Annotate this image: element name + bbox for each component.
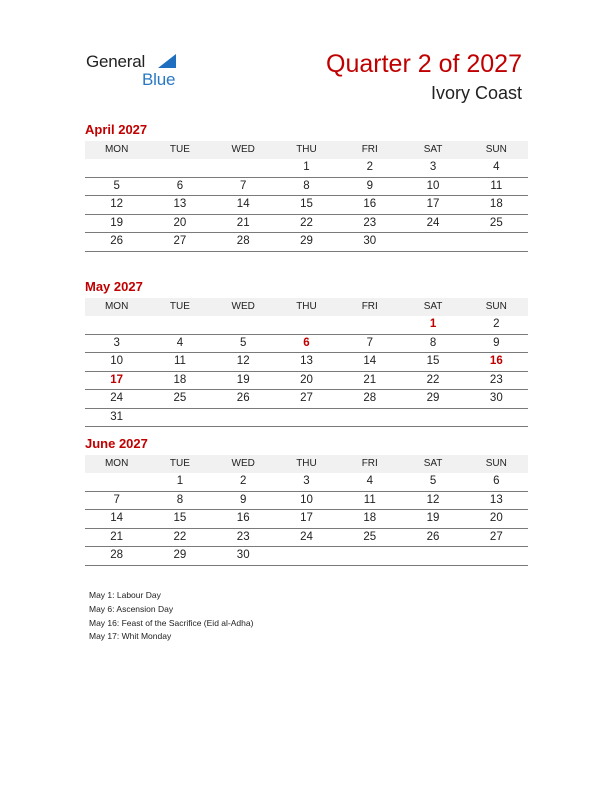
week-row xyxy=(85,335,528,354)
day-cell: 20 xyxy=(173,216,187,229)
day-cell: 13 xyxy=(300,355,313,367)
day-cell: 14 xyxy=(363,355,377,367)
day-cell: 25 xyxy=(363,530,377,543)
empty-day-cell xyxy=(401,409,464,427)
day-cell: 26 xyxy=(110,235,124,247)
day-cell: 17 xyxy=(426,198,440,210)
week-row xyxy=(85,492,528,511)
day-cell: 18 xyxy=(489,198,503,210)
day-cell: 26 xyxy=(236,392,250,404)
weekday-header-row xyxy=(85,141,528,159)
day-cell: 12 xyxy=(110,198,124,210)
weekday-label: SAT xyxy=(423,458,443,469)
day-cell: 6 xyxy=(303,336,310,349)
weekday-label: THU xyxy=(296,301,317,312)
day-cell: 29 xyxy=(300,235,313,247)
month-june xyxy=(85,435,528,566)
day-cell: 22 xyxy=(300,216,313,229)
day-cell: 15 xyxy=(173,512,187,524)
day-cell: 4 xyxy=(176,336,184,349)
day-cell: 13 xyxy=(173,198,187,210)
empty-day-cell xyxy=(275,409,338,427)
day-cell: 27 xyxy=(173,235,187,247)
weekday-label: FRI xyxy=(361,144,378,155)
weekday-label: MON xyxy=(104,301,129,312)
day-cell: 10 xyxy=(110,355,124,367)
empty-day-cell xyxy=(212,316,275,334)
day-cell: 28 xyxy=(363,392,377,404)
week-row xyxy=(85,473,528,492)
holiday-note: May 17: Whit Monday xyxy=(89,631,172,642)
month-may xyxy=(85,278,528,427)
empty-day-cell xyxy=(148,159,211,177)
day-cell: 27 xyxy=(489,530,503,543)
month-title: May 2027 xyxy=(85,279,143,294)
empty-day-cell xyxy=(401,233,464,251)
day-cell: 23 xyxy=(489,373,503,386)
weekday-label: MON xyxy=(104,144,129,155)
day-cell: 30 xyxy=(489,392,503,404)
weekday-label: SUN xyxy=(485,301,507,312)
week-row xyxy=(85,215,528,234)
week-row xyxy=(85,547,528,566)
day-cell: 29 xyxy=(173,549,187,561)
day-cell: 24 xyxy=(300,530,313,543)
week-row xyxy=(85,390,528,409)
weekday-label: WED xyxy=(231,301,255,312)
day-cell: 17 xyxy=(110,373,124,386)
empty-day-cell xyxy=(465,409,528,427)
day-cell: 31 xyxy=(110,410,124,423)
week-row xyxy=(85,372,528,391)
day-cell: 20 xyxy=(300,373,313,386)
weekday-label: FRI xyxy=(361,301,378,312)
day-cell: 18 xyxy=(363,512,377,524)
day-cell: 11 xyxy=(490,179,503,192)
day-cell: 3 xyxy=(113,336,120,349)
country-name: Ivory Coast xyxy=(430,83,522,103)
weekday-label: THU xyxy=(296,144,317,155)
empty-day-cell xyxy=(465,233,528,251)
day-cell: 25 xyxy=(489,216,503,229)
day-cell: 19 xyxy=(236,373,250,386)
empty-day-cell xyxy=(465,547,528,565)
week-row xyxy=(85,159,528,178)
day-cell: 18 xyxy=(173,373,187,386)
day-cell: 14 xyxy=(236,198,250,210)
day-cell: 9 xyxy=(366,179,373,192)
weekday-label: WED xyxy=(231,144,255,155)
day-cell: 4 xyxy=(493,161,500,173)
day-cell: 28 xyxy=(236,235,250,247)
day-cell: 11 xyxy=(173,355,186,367)
day-cell: 12 xyxy=(426,493,440,506)
day-cell: 2 xyxy=(493,318,500,330)
day-cell: 10 xyxy=(300,493,313,506)
week-row xyxy=(85,316,528,335)
day-cell: 19 xyxy=(426,512,440,524)
day-cell: 30 xyxy=(236,549,250,561)
weekday-label: TUE xyxy=(169,144,190,155)
holiday-notes xyxy=(89,589,253,644)
day-cell: 2 xyxy=(366,161,373,173)
day-cell: 23 xyxy=(236,530,250,543)
logo-text-blue: Blue xyxy=(142,70,176,89)
day-cell: 27 xyxy=(300,392,313,404)
empty-day-cell xyxy=(85,473,148,491)
empty-day-cell xyxy=(275,316,338,334)
day-cell: 16 xyxy=(363,198,377,210)
weekday-label: FRI xyxy=(361,458,378,469)
day-cell: 2 xyxy=(240,475,247,487)
day-cell: 7 xyxy=(366,336,373,349)
weekday-label: SUN xyxy=(485,144,507,155)
day-cell: 21 xyxy=(363,373,377,386)
month-title: June 2027 xyxy=(85,436,148,451)
holiday-note: May 6: Ascension Day xyxy=(89,603,174,614)
day-cell: 21 xyxy=(110,530,124,543)
holiday-note: May 1: Labour Day xyxy=(89,590,161,600)
empty-day-cell xyxy=(148,316,211,334)
empty-day-cell xyxy=(85,159,148,177)
day-cell: 11 xyxy=(363,493,376,506)
empty-day-cell xyxy=(338,316,401,334)
day-cell: 1 xyxy=(303,161,310,173)
day-cell: 12 xyxy=(236,355,250,367)
weekday-header-row xyxy=(85,298,528,316)
day-cell: 23 xyxy=(363,216,377,229)
day-cell: 25 xyxy=(173,392,187,404)
day-cell: 20 xyxy=(489,512,503,524)
day-cell: 1 xyxy=(429,318,437,330)
week-row xyxy=(85,353,528,372)
day-cell: 7 xyxy=(113,493,120,506)
day-cell: 1 xyxy=(176,475,184,487)
day-cell: 7 xyxy=(240,179,247,192)
day-cell: 19 xyxy=(110,216,124,229)
empty-day-cell xyxy=(212,159,275,177)
day-cell: 22 xyxy=(173,530,187,543)
logo-text-general: General xyxy=(86,52,146,71)
day-cell: 9 xyxy=(493,336,500,349)
day-cell: 21 xyxy=(236,216,250,229)
week-row xyxy=(85,409,528,428)
empty-day-cell xyxy=(401,547,464,565)
weekday-label: SUN xyxy=(485,458,507,469)
day-cell: 29 xyxy=(426,392,440,404)
month-title: April 2027 xyxy=(85,122,148,137)
week-row xyxy=(85,510,528,529)
day-cell: 15 xyxy=(300,198,313,210)
weekday-label: SAT xyxy=(423,301,443,312)
empty-day-cell xyxy=(148,409,211,427)
weekday-label: WED xyxy=(231,458,255,469)
week-row xyxy=(85,196,528,215)
empty-day-cell xyxy=(85,316,148,334)
day-cell: 26 xyxy=(426,530,440,543)
week-row xyxy=(85,178,528,197)
day-cell: 4 xyxy=(366,475,373,487)
page-title: Quarter 2 of 2027 xyxy=(326,50,522,78)
empty-day-cell xyxy=(338,547,401,565)
weekday-header-row xyxy=(85,455,528,473)
day-cell: 5 xyxy=(240,336,247,349)
day-cell: 24 xyxy=(426,216,440,229)
day-cell: 10 xyxy=(426,179,440,192)
day-cell: 28 xyxy=(110,549,124,561)
weekday-label: SAT xyxy=(423,144,443,155)
day-cell: 3 xyxy=(429,161,437,173)
empty-day-cell xyxy=(212,409,275,427)
weekday-label: THU xyxy=(296,458,317,469)
day-cell: 5 xyxy=(429,475,437,487)
day-cell: 17 xyxy=(300,512,313,524)
day-cell: 16 xyxy=(236,512,250,524)
weekday-label: TUE xyxy=(169,458,190,469)
day-cell: 13 xyxy=(489,493,503,506)
day-cell: 15 xyxy=(426,355,440,367)
day-cell: 9 xyxy=(240,493,247,506)
day-cell: 8 xyxy=(176,493,184,506)
day-cell: 16 xyxy=(489,355,503,367)
day-cell: 8 xyxy=(429,336,437,349)
day-cell: 6 xyxy=(493,475,500,487)
holiday-note: May 16: Feast of the Sacrifice (Eid al-Adha) xyxy=(89,617,254,628)
weekday-label: TUE xyxy=(169,301,190,312)
brand-logo xyxy=(86,50,196,90)
week-row xyxy=(85,233,528,252)
day-cell: 30 xyxy=(363,235,377,247)
logo-triangle-icon xyxy=(158,54,176,68)
day-cell: 3 xyxy=(303,475,310,487)
day-cell: 6 xyxy=(176,179,184,192)
empty-day-cell xyxy=(275,547,338,565)
day-cell: 24 xyxy=(110,392,124,404)
empty-day-cell xyxy=(338,409,401,427)
day-cell: 22 xyxy=(426,373,440,386)
day-cell: 8 xyxy=(303,179,310,192)
month-april xyxy=(85,121,528,252)
day-cell: 5 xyxy=(113,179,120,192)
weekday-label: MON xyxy=(104,458,129,469)
week-row xyxy=(85,529,528,548)
day-cell: 14 xyxy=(110,512,124,524)
